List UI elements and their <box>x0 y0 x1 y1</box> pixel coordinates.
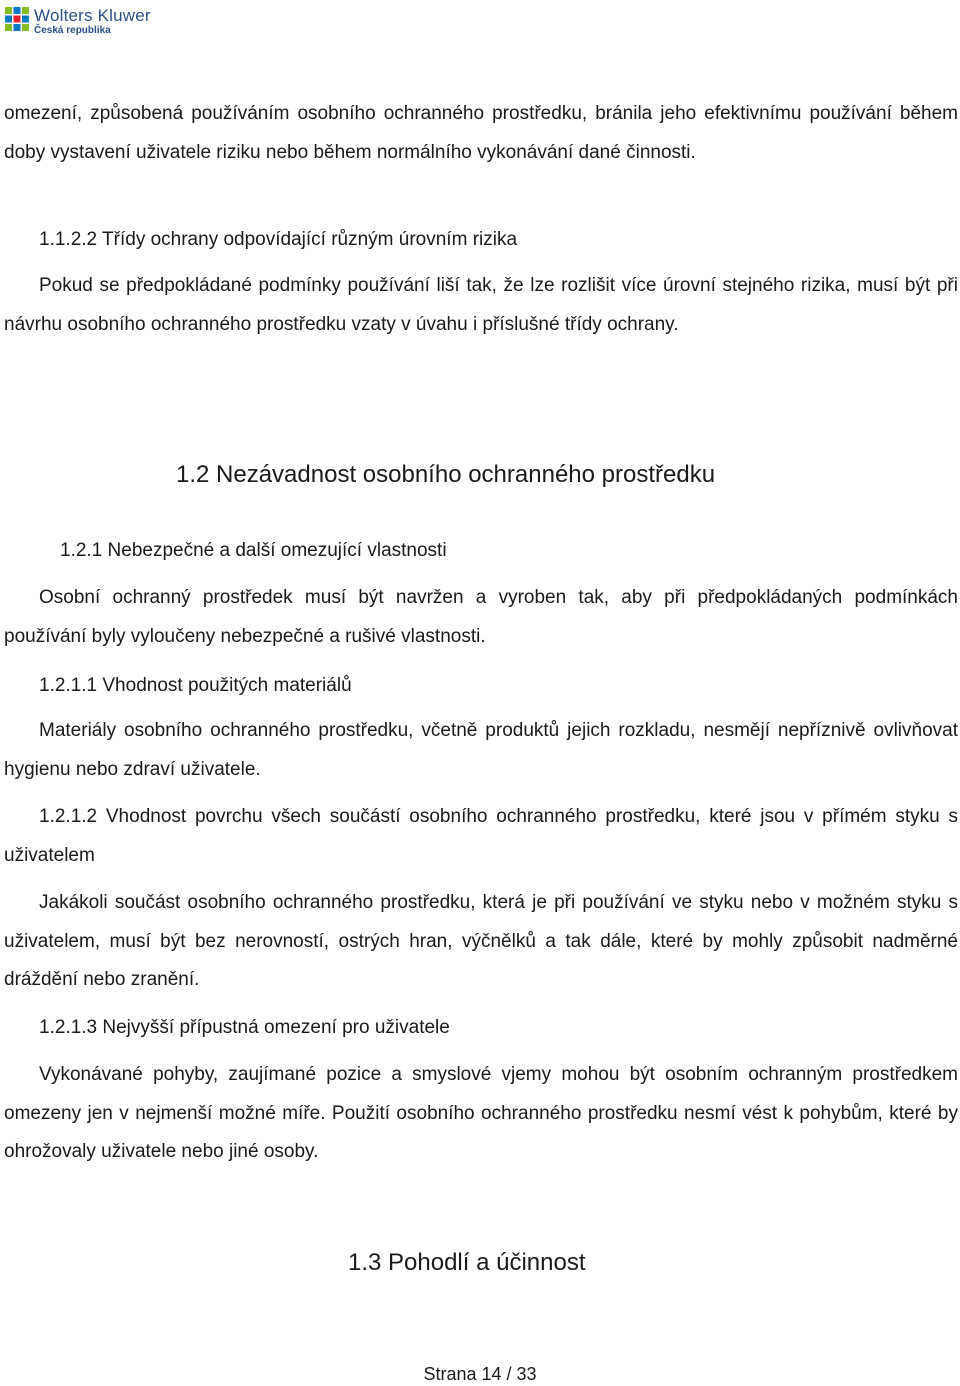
brand-name: Wolters Kluwer <box>34 6 151 25</box>
paragraph-1: omezení, způsobená používáním osobního ochranného prostředku, bránila jeho efektivnímu používání během doby vystavení uživatele riziku nebo během normálního vykonávání dané činnosti. <box>4 103 958 163</box>
paragraph-4: Materiály osobního ochranného prostředku, včetně produktů jejich rozkladu, nesmějí nepříznivě ovlivňovat hygienu nebo zdraví uživatele. <box>4 720 958 780</box>
paragraph-6: Vykonávané pohyby, zaujímané pozice a smyslové vjemy mohou být osobním ochranným prostředkem omezeny jen v nejmenší možné míře. Použití osobního ochranného prostředku nesmí vést k pohybům, které by ohrožovaly uživatele nebo jiné osoby. <box>4 1064 958 1162</box>
paragraph-3: Osobní ochranný prostředek musí být navržen a vyroben tak, aby při předpokládaných podmínkách používání byly vyloučeny nebezpečné a rušivé vlastnosti. <box>4 587 958 647</box>
page-number: Strana 14 / 33 <box>423 1364 537 1384</box>
heading-1-2-1-2: 1.2.1.2 Vhodnost povrchu všech součástí osobního ochranného prostředku, které jsou v přímém styku s uživatelem <box>4 806 958 866</box>
heading-1-2-1: 1.2.1 Nebezpečné a další omezující vlastnosti <box>60 540 447 561</box>
brand-subtitle: Česká republika <box>34 25 111 36</box>
wolters-kluwer-logo-icon <box>4 6 30 32</box>
heading-1-3: 1.3 Pohodlí a účinnost <box>348 1249 586 1276</box>
brand-logo <box>4 6 204 36</box>
heading-1-2-1-3: 1.2.1.3 Nejvyšší přípustná omezení pro uživatele <box>39 1017 450 1038</box>
paragraph-2: Pokud se předpokládané podmínky používání liší tak, že lze rozlišit více úrovní stejného rizika, musí být při návrhu osobního ochranného prostředku vzaty v úvahu i příslušné třídy ochrany. <box>4 275 958 335</box>
heading-1-2: 1.2 Nezávadnost osobního ochranného prostředku <box>176 461 716 488</box>
heading-1-2-1-1: 1.2.1.1 Vhodnost použitých materiálů <box>39 675 352 696</box>
paragraph-5: Jakákoli součást osobního ochranného prostředku, která je při používání ve styku nebo v možném styku s uživatelem, musí být bez nerovností, ostrých hran, výčnělků a tak dále, které by mohly způsobit nadměrné dráždění nebo zranění. <box>4 892 958 990</box>
heading-1-1-2-2: 1.1.2.2 Třídy ochrany odpovídající různým úrovním rizika <box>39 229 518 250</box>
